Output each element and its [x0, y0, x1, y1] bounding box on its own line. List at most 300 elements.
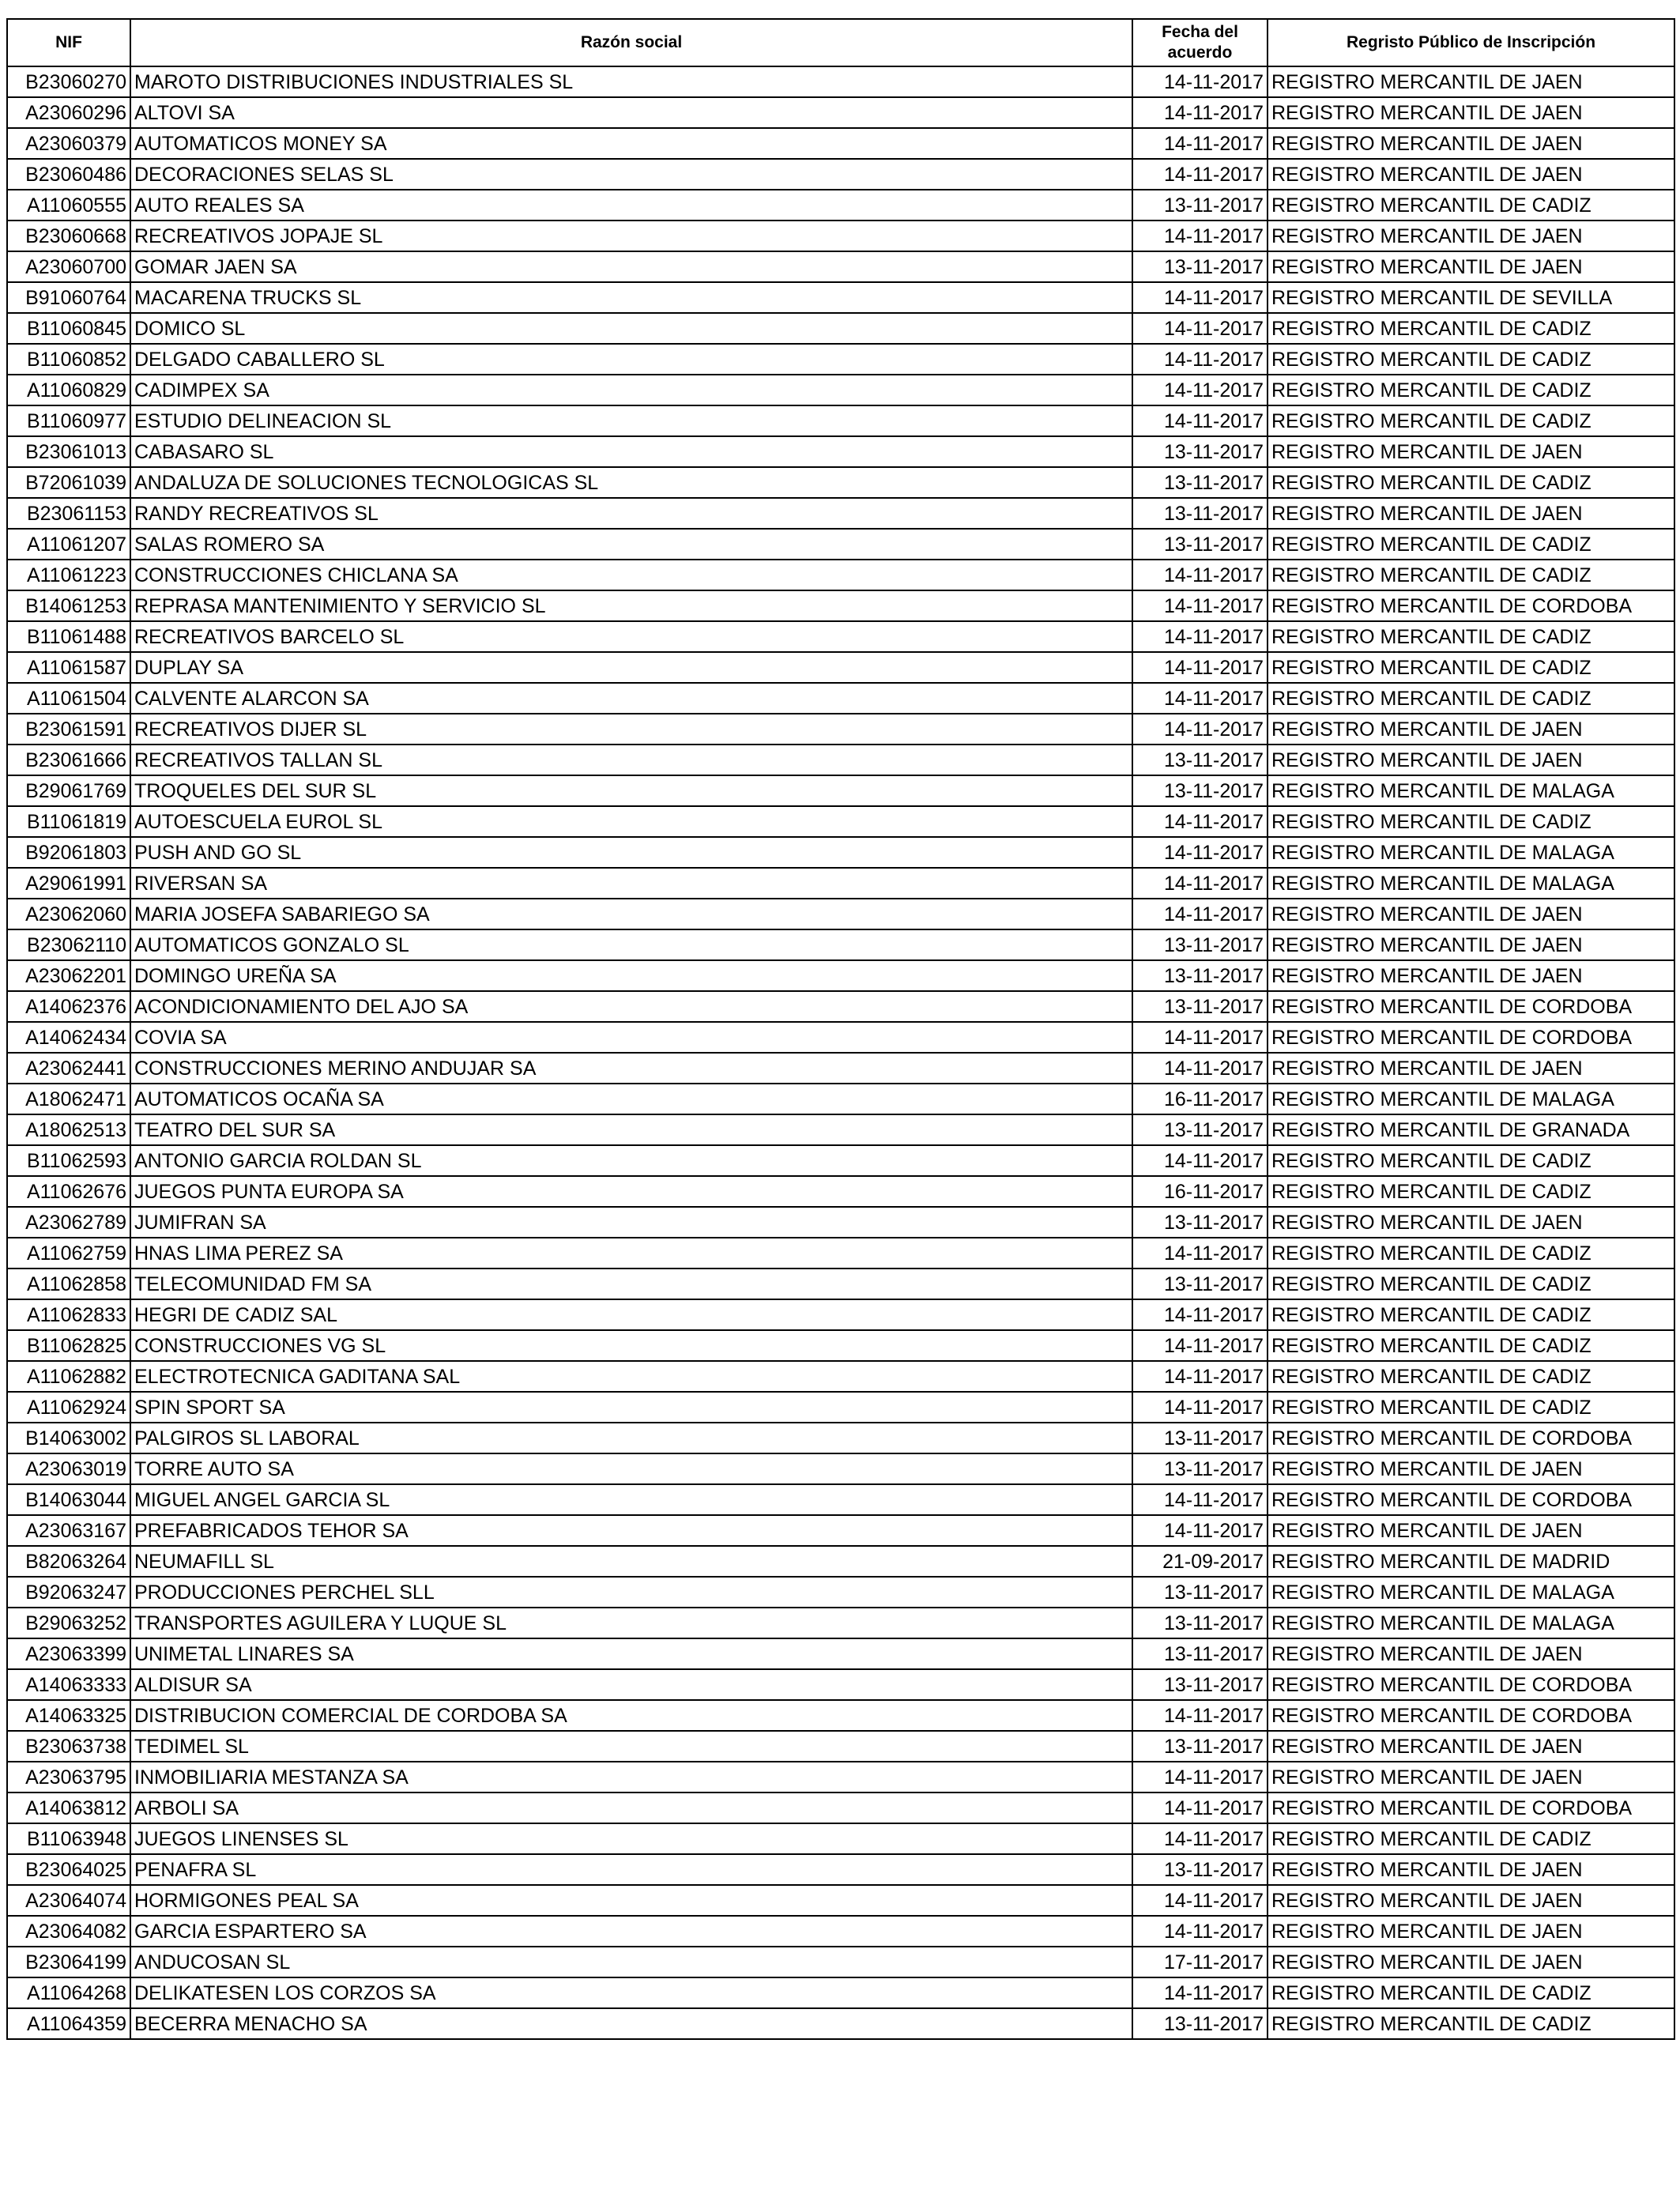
fecha-cell: 13-11-2017 [1132, 2008, 1268, 2039]
nif-cell: A23060379 [7, 128, 130, 159]
registro-cell: REGISTRO MERCANTIL DE CADIZ [1268, 621, 1674, 652]
registro-cell: REGISTRO MERCANTIL DE CADIZ [1268, 375, 1674, 405]
table-row [7, 1114, 1674, 1145]
fecha-cell: 14-11-2017 [1132, 221, 1268, 251]
fecha-cell: 16-11-2017 [1132, 1176, 1268, 1207]
fecha-cell: 14-11-2017 [1132, 66, 1268, 97]
razon-social-cell: JUMIFRAN SA [130, 1207, 1132, 1238]
razon-social-cell: CABASARO SL [130, 436, 1132, 467]
registro-cell: REGISTRO MERCANTIL DE SEVILLA [1268, 282, 1674, 313]
registro-cell: REGISTRO MERCANTIL DE JAEN [1268, 66, 1674, 97]
nif-cell: A14062376 [7, 991, 130, 1022]
nif-cell: B11060977 [7, 405, 130, 436]
nif-cell: B23062110 [7, 929, 130, 960]
nif-cell: B11062593 [7, 1145, 130, 1176]
razon-social-cell: CONSTRUCCIONES CHICLANA SA [130, 560, 1132, 590]
razon-social-cell: DOMINGO UREÑA SA [130, 960, 1132, 991]
nif-cell: A11062858 [7, 1269, 130, 1299]
fecha-cell: 13-11-2017 [1132, 1608, 1268, 1638]
nif-cell: A23063795 [7, 1762, 130, 1793]
table-row [7, 590, 1674, 621]
registro-cell: REGISTRO MERCANTIL DE JAEN [1268, 1053, 1674, 1084]
registro-cell: REGISTRO MERCANTIL DE CORDOBA [1268, 1484, 1674, 1515]
fecha-cell: 14-11-2017 [1132, 1762, 1268, 1793]
nif-cell: A23062441 [7, 1053, 130, 1084]
fecha-cell: 13-11-2017 [1132, 1114, 1268, 1145]
fecha-cell: 14-11-2017 [1132, 1977, 1268, 2008]
razon-social-cell: TRANSPORTES AGUILERA Y LUQUE SL [130, 1608, 1132, 1638]
razon-social-cell: SPIN SPORT SA [130, 1392, 1132, 1423]
nif-cell: A23063167 [7, 1515, 130, 1546]
table-row [7, 745, 1674, 775]
razon-social-cell: ANTONIO GARCIA ROLDAN SL [130, 1145, 1132, 1176]
razon-social-cell: TEATRO DEL SUR SA [130, 1114, 1132, 1145]
nif-cell: A11062676 [7, 1176, 130, 1207]
table-row [7, 1238, 1674, 1269]
razon-social-cell: SALAS ROMERO SA [130, 529, 1132, 560]
table-row [7, 159, 1674, 190]
header-row [7, 19, 1674, 66]
table-row [7, 1885, 1674, 1916]
nif-cell: A23060296 [7, 97, 130, 128]
razon-social-cell: HEGRI DE CADIZ SAL [130, 1299, 1132, 1330]
razon-social-cell: ACONDICIONAMIENTO DEL AJO SA [130, 991, 1132, 1022]
nif-cell: A18062471 [7, 1084, 130, 1114]
nif-cell: B23061153 [7, 498, 130, 529]
registro-cell: REGISTRO MERCANTIL DE MALAGA [1268, 837, 1674, 868]
table-row [7, 806, 1674, 837]
registro-cell: REGISTRO MERCANTIL DE JAEN [1268, 960, 1674, 991]
table-row [7, 2008, 1674, 2039]
fecha-cell: 14-11-2017 [1132, 714, 1268, 745]
table-row [7, 929, 1674, 960]
razon-social-cell: AUTOMATICOS OCAÑA SA [130, 1084, 1132, 1114]
table-row [7, 1608, 1674, 1638]
fecha-cell: 14-11-2017 [1132, 344, 1268, 375]
table-row [7, 1515, 1674, 1546]
registro-cell: REGISTRO MERCANTIL DE CORDOBA [1268, 1022, 1674, 1053]
razon-social-cell: HORMIGONES PEAL SA [130, 1885, 1132, 1916]
table-row [7, 837, 1674, 868]
fecha-cell: 13-11-2017 [1132, 251, 1268, 282]
registro-cell: REGISTRO MERCANTIL DE MALAGA [1268, 1084, 1674, 1114]
nif-cell: B14061253 [7, 590, 130, 621]
razon-social-cell: ELECTROTECNICA GADITANA SAL [130, 1361, 1132, 1392]
razon-social-cell: AUTO REALES SA [130, 190, 1132, 221]
nif-cell: B23064025 [7, 1854, 130, 1885]
fecha-cell: 14-11-2017 [1132, 652, 1268, 683]
fecha-cell: 14-11-2017 [1132, 868, 1268, 899]
fecha-cell: 14-11-2017 [1132, 683, 1268, 714]
table-row [7, 1361, 1674, 1392]
table-row [7, 1823, 1674, 1854]
registro-cell: REGISTRO MERCANTIL DE CADIZ [1268, 344, 1674, 375]
nif-cell: B11061488 [7, 621, 130, 652]
nif-cell: B29061769 [7, 775, 130, 806]
nif-cell: B92061803 [7, 837, 130, 868]
razon-social-cell: RANDY RECREATIVOS SL [130, 498, 1132, 529]
razon-social-cell: NEUMAFILL SL [130, 1546, 1132, 1577]
registro-cell: REGISTRO MERCANTIL DE CADIZ [1268, 405, 1674, 436]
fecha-cell: 13-11-2017 [1132, 1638, 1268, 1669]
nif-cell: A23062201 [7, 960, 130, 991]
fecha-cell: 13-11-2017 [1132, 929, 1268, 960]
fecha-cell: 14-11-2017 [1132, 1330, 1268, 1361]
table-row [7, 683, 1674, 714]
registro-cell: REGISTRO MERCANTIL DE MALAGA [1268, 1577, 1674, 1608]
table-row [7, 1638, 1674, 1669]
razon-social-cell: AUTOMATICOS GONZALO SL [130, 929, 1132, 960]
header-registro: Regristo Público de Inscripción [1268, 19, 1674, 66]
registro-cell: REGISTRO MERCANTIL DE CADIZ [1268, 1269, 1674, 1299]
registro-cell: REGISTRO MERCANTIL DE CADIZ [1268, 806, 1674, 837]
fecha-cell: 13-11-2017 [1132, 1854, 1268, 1885]
table-row [7, 1731, 1674, 1762]
fecha-cell: 14-11-2017 [1132, 1053, 1268, 1084]
nif-cell: B11062825 [7, 1330, 130, 1361]
table-row [7, 1546, 1674, 1577]
nif-cell: A11062882 [7, 1361, 130, 1392]
fecha-cell: 14-11-2017 [1132, 1145, 1268, 1176]
registro-cell: REGISTRO MERCANTIL DE JAEN [1268, 1515, 1674, 1546]
razon-social-cell: JUEGOS PUNTA EUROPA SA [130, 1176, 1132, 1207]
registro-cell: REGISTRO MERCANTIL DE JAEN [1268, 436, 1674, 467]
registro-cell: REGISTRO MERCANTIL DE JAEN [1268, 1885, 1674, 1916]
table-row [7, 1793, 1674, 1823]
header-razon-social: Razón social [130, 19, 1132, 66]
registro-cell: REGISTRO MERCANTIL DE CADIZ [1268, 1823, 1674, 1854]
nif-cell: A23062060 [7, 899, 130, 929]
registro-cell: REGISTRO MERCANTIL DE CADIZ [1268, 1977, 1674, 2008]
razon-social-cell: ANDUCOSAN SL [130, 1947, 1132, 1977]
nif-cell: B29063252 [7, 1608, 130, 1638]
registro-cell: REGISTRO MERCANTIL DE CORDOBA [1268, 1700, 1674, 1731]
table-row [7, 467, 1674, 498]
razon-social-cell: DELIKATESEN LOS CORZOS SA [130, 1977, 1132, 2008]
table-row [7, 344, 1674, 375]
nif-cell: A18062513 [7, 1114, 130, 1145]
fecha-cell: 13-11-2017 [1132, 960, 1268, 991]
fecha-cell: 14-11-2017 [1132, 1823, 1268, 1854]
razon-social-cell: ARBOLI SA [130, 1793, 1132, 1823]
table-row [7, 960, 1674, 991]
registro-cell: REGISTRO MERCANTIL DE CORDOBA [1268, 1793, 1674, 1823]
registro-cell: REGISTRO MERCANTIL DE CADIZ [1268, 652, 1674, 683]
nif-cell: A11061223 [7, 560, 130, 590]
fecha-cell: 14-11-2017 [1132, 806, 1268, 837]
razon-social-cell: RECREATIVOS BARCELO SL [130, 621, 1132, 652]
nif-cell: A14063812 [7, 1793, 130, 1823]
table-row [7, 560, 1674, 590]
nif-cell: A11064359 [7, 2008, 130, 2039]
table-row [7, 1700, 1674, 1731]
table-row [7, 991, 1674, 1022]
registro-cell: REGISTRO MERCANTIL DE JAEN [1268, 1916, 1674, 1947]
nif-cell: B23061591 [7, 714, 130, 745]
registro-cell: REGISTRO MERCANTIL DE CADIZ [1268, 529, 1674, 560]
razon-social-cell: RECREATIVOS TALLAN SL [130, 745, 1132, 775]
registro-cell: REGISTRO MERCANTIL DE JAEN [1268, 1638, 1674, 1669]
registro-cell: REGISTRO MERCANTIL DE CADIZ [1268, 1176, 1674, 1207]
nif-cell: A14062434 [7, 1022, 130, 1053]
razon-social-cell: UNIMETAL LINARES SA [130, 1638, 1132, 1669]
registry-table [6, 18, 1675, 2040]
registro-cell: REGISTRO MERCANTIL DE JAEN [1268, 128, 1674, 159]
table-row [7, 1423, 1674, 1453]
table-row [7, 1084, 1674, 1114]
fecha-cell: 16-11-2017 [1132, 1084, 1268, 1114]
nif-cell: A29061991 [7, 868, 130, 899]
nif-cell: B23060486 [7, 159, 130, 190]
nif-cell: B14063044 [7, 1484, 130, 1515]
registro-cell: REGISTRO MERCANTIL DE CORDOBA [1268, 1423, 1674, 1453]
fecha-cell: 14-11-2017 [1132, 621, 1268, 652]
table-row [7, 282, 1674, 313]
table-row [7, 1484, 1674, 1515]
razon-social-cell: INMOBILIARIA MESTANZA SA [130, 1762, 1132, 1793]
razon-social-cell: BECERRA MENACHO SA [130, 2008, 1132, 2039]
table-row [7, 1145, 1674, 1176]
table-row [7, 1762, 1674, 1793]
registro-cell: REGISTRO MERCANTIL DE CORDOBA [1268, 590, 1674, 621]
nif-cell: A11061207 [7, 529, 130, 560]
razon-social-cell: TELECOMUNIDAD FM SA [130, 1269, 1132, 1299]
fecha-cell: 14-11-2017 [1132, 1299, 1268, 1330]
razon-social-cell: ESTUDIO DELINEACION SL [130, 405, 1132, 436]
table-row [7, 1977, 1674, 2008]
razon-social-cell: CADIMPEX SA [130, 375, 1132, 405]
fecha-cell: 14-11-2017 [1132, 560, 1268, 590]
razon-social-cell: AUTOESCUELA EUROL SL [130, 806, 1132, 837]
fecha-cell: 13-11-2017 [1132, 745, 1268, 775]
table-row [7, 375, 1674, 405]
razon-social-cell: DECORACIONES SELAS SL [130, 159, 1132, 190]
fecha-cell: 14-11-2017 [1132, 590, 1268, 621]
registro-cell: REGISTRO MERCANTIL DE CORDOBA [1268, 1669, 1674, 1700]
fecha-cell: 14-11-2017 [1132, 899, 1268, 929]
razon-social-cell: CALVENTE ALARCON SA [130, 683, 1132, 714]
registro-cell: REGISTRO MERCANTIL DE CORDOBA [1268, 991, 1674, 1022]
fecha-cell: 14-11-2017 [1132, 97, 1268, 128]
table-row [7, 1299, 1674, 1330]
razon-social-cell: CONSTRUCCIONES MERINO ANDUJAR SA [130, 1053, 1132, 1084]
table-row [7, 313, 1674, 344]
nif-cell: A11060829 [7, 375, 130, 405]
fecha-cell: 13-11-2017 [1132, 529, 1268, 560]
registro-cell: REGISTRO MERCANTIL DE JAEN [1268, 1762, 1674, 1793]
registro-cell: REGISTRO MERCANTIL DE CADIZ [1268, 1330, 1674, 1361]
nif-cell: B11063948 [7, 1823, 130, 1854]
nif-cell: A23062789 [7, 1207, 130, 1238]
razon-social-cell: AUTOMATICOS MONEY SA [130, 128, 1132, 159]
table-row [7, 405, 1674, 436]
razon-social-cell: MACARENA TRUCKS SL [130, 282, 1132, 313]
razon-social-cell: MAROTO DISTRIBUCIONES INDUSTRIALES SL [130, 66, 1132, 97]
table-row [7, 1022, 1674, 1053]
table-row [7, 1916, 1674, 1947]
razon-social-cell: COVIA SA [130, 1022, 1132, 1053]
registro-cell: REGISTRO MERCANTIL DE CADIZ [1268, 313, 1674, 344]
fecha-cell: 14-11-2017 [1132, 1793, 1268, 1823]
razon-social-cell: REPRASA MANTENIMIENTO Y SERVICIO SL [130, 590, 1132, 621]
fecha-cell: 14-11-2017 [1132, 1238, 1268, 1269]
registro-cell: REGISTRO MERCANTIL DE CADIZ [1268, 467, 1674, 498]
table-row [7, 1392, 1674, 1423]
registro-cell: REGISTRO MERCANTIL DE JAEN [1268, 159, 1674, 190]
razon-social-cell: RIVERSAN SA [130, 868, 1132, 899]
razon-social-cell: RECREATIVOS JOPAJE SL [130, 221, 1132, 251]
nif-cell: A11064268 [7, 1977, 130, 2008]
nif-cell: B23060270 [7, 66, 130, 97]
nif-cell: A23063399 [7, 1638, 130, 1669]
registro-cell: REGISTRO MERCANTIL DE JAEN [1268, 1947, 1674, 1977]
razon-social-cell: PENAFRA SL [130, 1854, 1132, 1885]
nif-cell: B23063738 [7, 1731, 130, 1762]
nif-cell: B23060668 [7, 221, 130, 251]
nif-cell: B11060852 [7, 344, 130, 375]
registro-cell: REGISTRO MERCANTIL DE JAEN [1268, 929, 1674, 960]
nif-cell: A23060700 [7, 251, 130, 282]
fecha-cell: 13-11-2017 [1132, 436, 1268, 467]
fecha-cell: 13-11-2017 [1132, 467, 1268, 498]
razon-social-cell: TROQUELES DEL SUR SL [130, 775, 1132, 806]
fecha-cell: 13-11-2017 [1132, 1207, 1268, 1238]
razon-social-cell: MARIA JOSEFA SABARIEGO SA [130, 899, 1132, 929]
table-body [7, 66, 1674, 2039]
table-row [7, 775, 1674, 806]
razon-social-cell: DUPLAY SA [130, 652, 1132, 683]
nif-cell: A14063325 [7, 1700, 130, 1731]
fecha-cell: 13-11-2017 [1132, 1577, 1268, 1608]
nif-cell: B11061819 [7, 806, 130, 837]
fecha-cell: 14-11-2017 [1132, 1392, 1268, 1423]
registro-cell: REGISTRO MERCANTIL DE JAEN [1268, 745, 1674, 775]
razon-social-cell: PRODUCCIONES PERCHEL SLL [130, 1577, 1132, 1608]
razon-social-cell: ANDALUZA DE SOLUCIONES TECNOLOGICAS SL [130, 467, 1132, 498]
fecha-cell: 14-11-2017 [1132, 1885, 1268, 1916]
razon-social-cell: RECREATIVOS DIJER SL [130, 714, 1132, 745]
registro-cell: REGISTRO MERCANTIL DE MALAGA [1268, 868, 1674, 899]
razon-social-cell: PUSH AND GO SL [130, 837, 1132, 868]
table-row [7, 529, 1674, 560]
registro-cell: REGISTRO MERCANTIL DE CADIZ [1268, 560, 1674, 590]
registro-cell: REGISTRO MERCANTIL DE JAEN [1268, 1207, 1674, 1238]
fecha-cell: 13-11-2017 [1132, 991, 1268, 1022]
table-row [7, 66, 1674, 97]
fecha-cell: 14-11-2017 [1132, 837, 1268, 868]
table-row [7, 868, 1674, 899]
nif-cell: B11060845 [7, 313, 130, 344]
registro-cell: REGISTRO MERCANTIL DE JAEN [1268, 251, 1674, 282]
registro-cell: REGISTRO MERCANTIL DE MALAGA [1268, 775, 1674, 806]
nif-cell: B91060764 [7, 282, 130, 313]
table-row [7, 1330, 1674, 1361]
fecha-cell: 14-11-2017 [1132, 1484, 1268, 1515]
registro-cell: REGISTRO MERCANTIL DE JAEN [1268, 221, 1674, 251]
fecha-cell: 17-11-2017 [1132, 1947, 1268, 1977]
fecha-cell: 14-11-2017 [1132, 282, 1268, 313]
nif-cell: A11062759 [7, 1238, 130, 1269]
razon-social-cell: TORRE AUTO SA [130, 1453, 1132, 1484]
razon-social-cell: GOMAR JAEN SA [130, 251, 1132, 282]
nif-cell: A11061504 [7, 683, 130, 714]
registro-cell: REGISTRO MERCANTIL DE CADIZ [1268, 683, 1674, 714]
registro-cell: REGISTRO MERCANTIL DE JAEN [1268, 714, 1674, 745]
registro-cell: REGISTRO MERCANTIL DE JAEN [1268, 1731, 1674, 1762]
fecha-cell: 14-11-2017 [1132, 405, 1268, 436]
table-row [7, 621, 1674, 652]
registro-cell: REGISTRO MERCANTIL DE GRANADA [1268, 1114, 1674, 1145]
fecha-cell: 14-11-2017 [1132, 375, 1268, 405]
nif-cell: A23064082 [7, 1916, 130, 1947]
fecha-cell: 14-11-2017 [1132, 128, 1268, 159]
razon-social-cell: HNAS LIMA PEREZ SA [130, 1238, 1132, 1269]
registro-cell: REGISTRO MERCANTIL DE CADIZ [1268, 1392, 1674, 1423]
nif-cell: A11062833 [7, 1299, 130, 1330]
table-row [7, 498, 1674, 529]
table-row [7, 1269, 1674, 1299]
registro-cell: REGISTRO MERCANTIL DE JAEN [1268, 97, 1674, 128]
razon-social-cell: GARCIA ESPARTERO SA [130, 1916, 1132, 1947]
fecha-cell: 13-11-2017 [1132, 1269, 1268, 1299]
nif-cell: B82063264 [7, 1546, 130, 1577]
table-row [7, 899, 1674, 929]
registro-cell: REGISTRO MERCANTIL DE JAEN [1268, 498, 1674, 529]
fecha-cell: 13-11-2017 [1132, 775, 1268, 806]
nif-cell: B23061013 [7, 436, 130, 467]
razon-social-cell: TEDIMEL SL [130, 1731, 1132, 1762]
fecha-cell: 14-11-2017 [1132, 1361, 1268, 1392]
fecha-cell: 13-11-2017 [1132, 190, 1268, 221]
razon-social-cell: JUEGOS LINENSES SL [130, 1823, 1132, 1854]
table-row [7, 190, 1674, 221]
razon-social-cell: ALTOVI SA [130, 97, 1132, 128]
table-row [7, 1854, 1674, 1885]
razon-social-cell: ALDISUR SA [130, 1669, 1132, 1700]
razon-social-cell: DOMICO SL [130, 313, 1132, 344]
fecha-cell: 14-11-2017 [1132, 159, 1268, 190]
fecha-cell: 21-09-2017 [1132, 1546, 1268, 1577]
table-row [7, 436, 1674, 467]
registro-cell: REGISTRO MERCANTIL DE CADIZ [1268, 1299, 1674, 1330]
razon-social-cell: MIGUEL ANGEL GARCIA SL [130, 1484, 1132, 1515]
table-row [7, 1577, 1674, 1608]
fecha-cell: 13-11-2017 [1132, 1731, 1268, 1762]
table-row [7, 652, 1674, 683]
nif-cell: A11061587 [7, 652, 130, 683]
registro-cell: REGISTRO MERCANTIL DE CADIZ [1268, 1145, 1674, 1176]
registro-cell: REGISTRO MERCANTIL DE MADRID [1268, 1546, 1674, 1577]
fecha-cell: 14-11-2017 [1132, 313, 1268, 344]
nif-cell: B14063002 [7, 1423, 130, 1453]
fecha-cell: 14-11-2017 [1132, 1916, 1268, 1947]
table-row [7, 1669, 1674, 1700]
registro-cell: REGISTRO MERCANTIL DE CADIZ [1268, 1238, 1674, 1269]
table-row [7, 1053, 1674, 1084]
header-fecha-acuerdo: Fecha del acuerdo [1132, 19, 1268, 66]
fecha-cell: 13-11-2017 [1132, 1453, 1268, 1484]
razon-social-cell: PALGIROS SL LABORAL [130, 1423, 1132, 1453]
table-row [7, 1207, 1674, 1238]
fecha-cell: 14-11-2017 [1132, 1022, 1268, 1053]
registro-cell: REGISTRO MERCANTIL DE MALAGA [1268, 1608, 1674, 1638]
nif-cell: A23064074 [7, 1885, 130, 1916]
nif-cell: A14063333 [7, 1669, 130, 1700]
fecha-cell: 14-11-2017 [1132, 1515, 1268, 1546]
registro-cell: REGISTRO MERCANTIL DE CADIZ [1268, 1361, 1674, 1392]
table-row [7, 1453, 1674, 1484]
nif-cell: A11062924 [7, 1392, 130, 1423]
